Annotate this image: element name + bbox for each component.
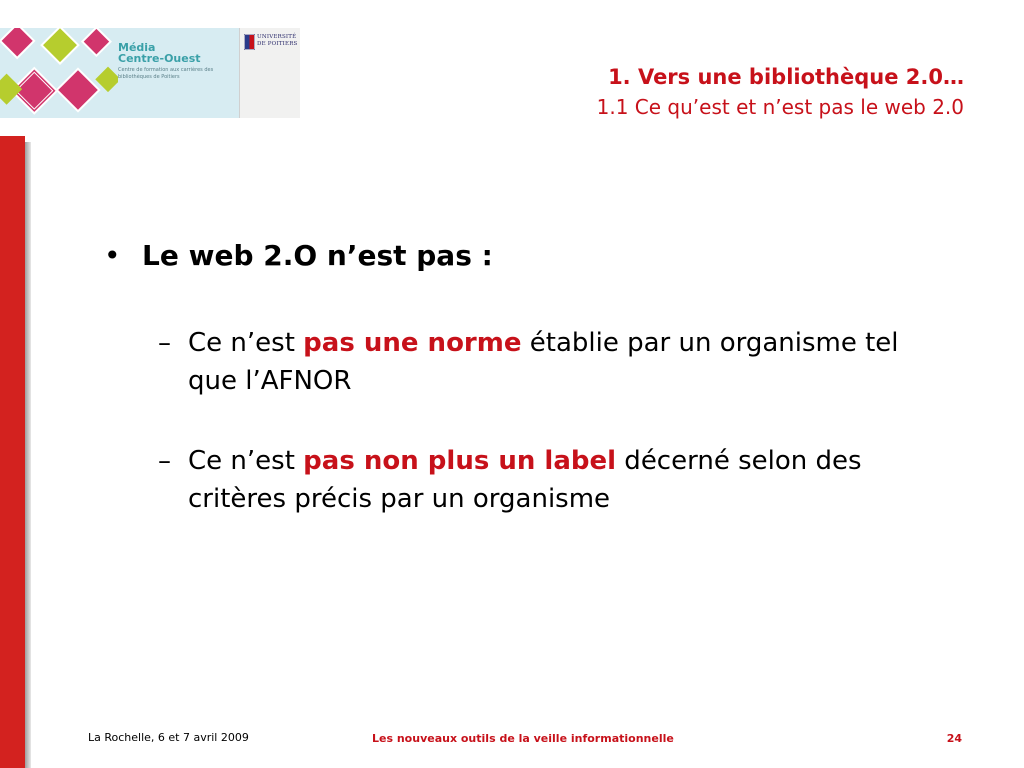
logo-title-line2: Centre-Ouest [118, 52, 201, 65]
sub-item-text-after: établie par un organisme tel que l’AFNOR [188, 328, 899, 396]
sub-item-text-after: décerné selon des critères précis par un organisme [188, 446, 862, 514]
footer-date-location: La Rochelle, 6 et 7 avril 2009 [88, 731, 249, 744]
university-crest-icon [244, 34, 255, 50]
header-banner [0, 28, 300, 118]
slide-subtitle: 1.1 Ce qu’est et n’est pas le web 2.0 [596, 95, 964, 119]
dash-icon: – [158, 446, 171, 476]
bullet-item [104, 232, 964, 280]
university-name [257, 34, 298, 48]
bullet-text: Le web 2.O n’est pas : [142, 239, 493, 272]
left-accent-shadow [25, 142, 31, 768]
media-centre-ouest-logo-icon [0, 28, 118, 118]
sub-item-emphasis: pas une norme [303, 328, 522, 358]
university-logo [239, 28, 300, 118]
dash-icon: – [158, 328, 171, 358]
page-number: 24 [946, 732, 962, 745]
university-line1: UNIVERSITÉ [257, 34, 297, 40]
left-accent-bar [0, 136, 25, 768]
slide-content [104, 232, 964, 518]
footer-presentation-title: Les nouveaux outils de la veille informationnelle [372, 732, 674, 745]
sub-item-text-before: Ce n’est [188, 328, 304, 358]
logo-subtitle: Centre de formation aux carrières des bibliothèques de Poitiers [118, 67, 214, 80]
slide-title-block [597, 62, 964, 122]
sub-item-label [158, 442, 928, 518]
logo-text [118, 42, 238, 81]
sub-item-text-before: Ce n’est [188, 446, 304, 476]
logo-title-line1: Média [118, 41, 156, 54]
sub-item-norme [158, 324, 928, 400]
university-line2: DE POITIERS [257, 41, 298, 47]
slide-title: 1. Vers une bibliothèque 2.0… [608, 65, 964, 89]
bullet-icon: • [104, 239, 121, 272]
sub-item-emphasis: pas non plus un label [303, 446, 617, 476]
